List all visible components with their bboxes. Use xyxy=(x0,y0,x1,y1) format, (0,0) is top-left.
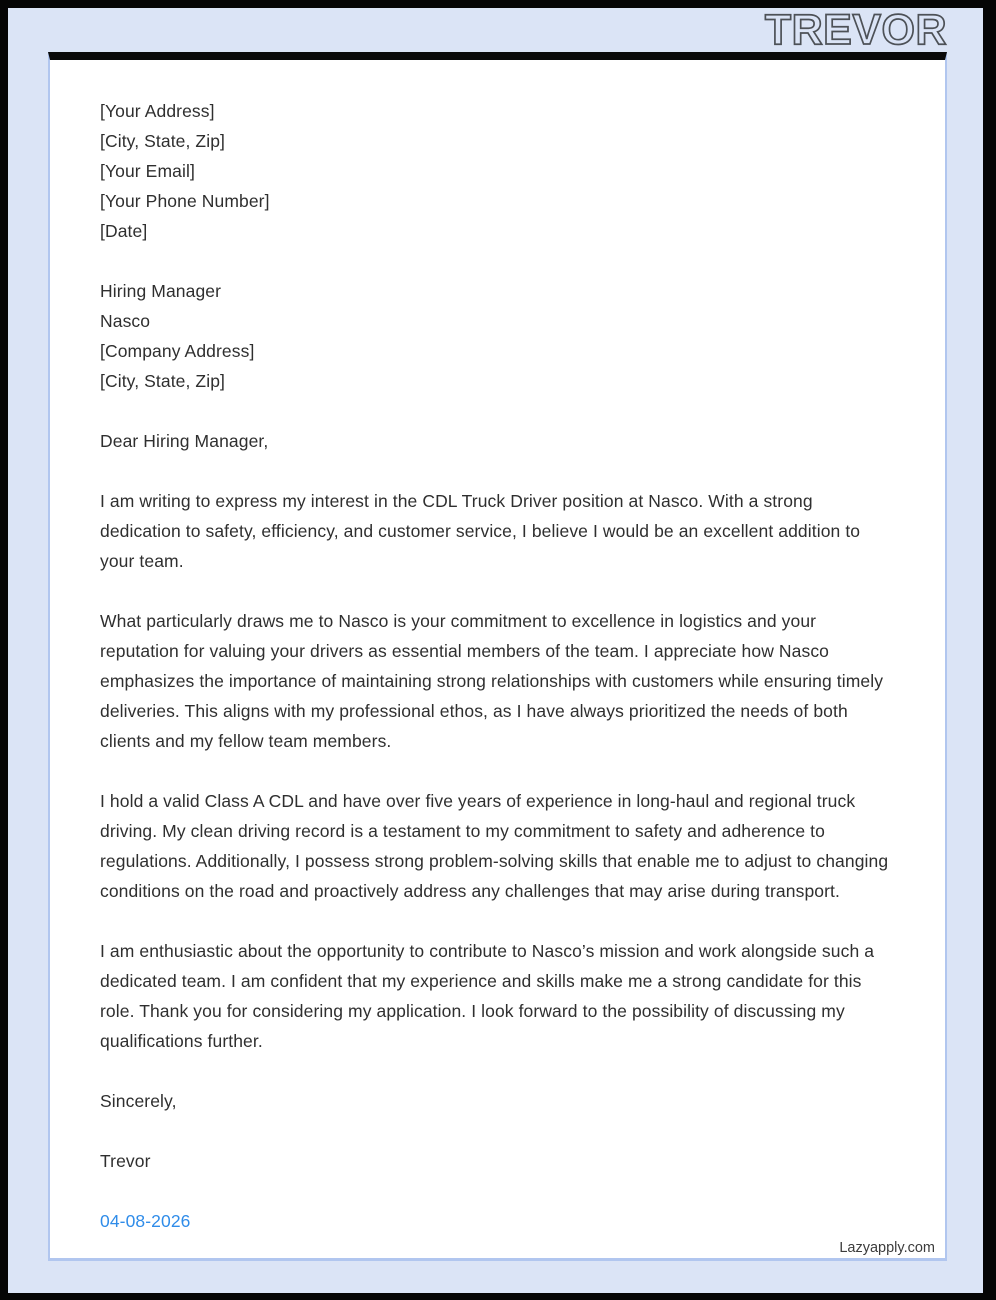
closing: Sincerely, xyxy=(100,1091,177,1111)
salutation: Dear Hiring Manager, xyxy=(100,431,269,451)
sender-address-line: [Your Address] xyxy=(100,101,215,121)
signature-name: Trevor xyxy=(100,1151,151,1171)
paragraph-1: I am writing to express my interest in the CDL Truck Driver position at Nasco. With a strong dedication to safety, efficiency, and customer service, I believe I would be an excellent addition to your team. xyxy=(100,491,861,571)
sender-city-line: [City, State, Zip] xyxy=(100,131,225,151)
paragraph-4: I am enthusiastic about the opportunity to contribute to Nasco’s mission and work alongside such a dedicated team. I am confident that my experience and skills make me a strong candidate for this role. Thank you for considering my application. I look forward to the possibility of discussing my qualifications further. xyxy=(100,941,875,1051)
recipient-company-line: Nasco xyxy=(100,311,151,331)
sender-block xyxy=(100,96,889,246)
date-link[interactable]: 04-08-2026 xyxy=(100,1211,191,1231)
letter-content xyxy=(50,60,945,1236)
sender-email-line: [Your Email] xyxy=(100,161,195,181)
paragraph-2: What particularly draws me to Nasco is your commitment to excellence in logistics and your reputation for valuing your drivers as essential members of the team. I appreciate how Nasco emphasizes the importance of maintaining strong relationships with customers while ensuring timely deliveries. This aligns with my professional ethos, as I have always prioritized the needs of both clients and my fellow team members. xyxy=(100,611,884,751)
recipient-address-line: [Company Address] xyxy=(100,341,255,361)
sender-date-line: [Date] xyxy=(100,221,148,241)
recipient-block xyxy=(100,276,889,396)
sender-phone-line: [Your Phone Number] xyxy=(100,191,270,211)
brand-logo: TREVOR xyxy=(764,6,947,54)
recipient-city-line: [City, State, Zip] xyxy=(100,371,225,391)
paragraph-3: I hold a valid Class A CDL and have over five years of experience in long-haul and regional truck driving. My clean driving record is a testament to my commitment to safety and adherence to regulations. Additionally, I possess strong problem-solving skills that enable me to adjust to changing conditions on the road and proactively address any challenges that may arise during transport. xyxy=(100,791,889,901)
recipient-title-line: Hiring Manager xyxy=(100,281,222,301)
watermark: Lazyapply.com xyxy=(839,1240,935,1256)
letter-paper xyxy=(48,52,947,1261)
